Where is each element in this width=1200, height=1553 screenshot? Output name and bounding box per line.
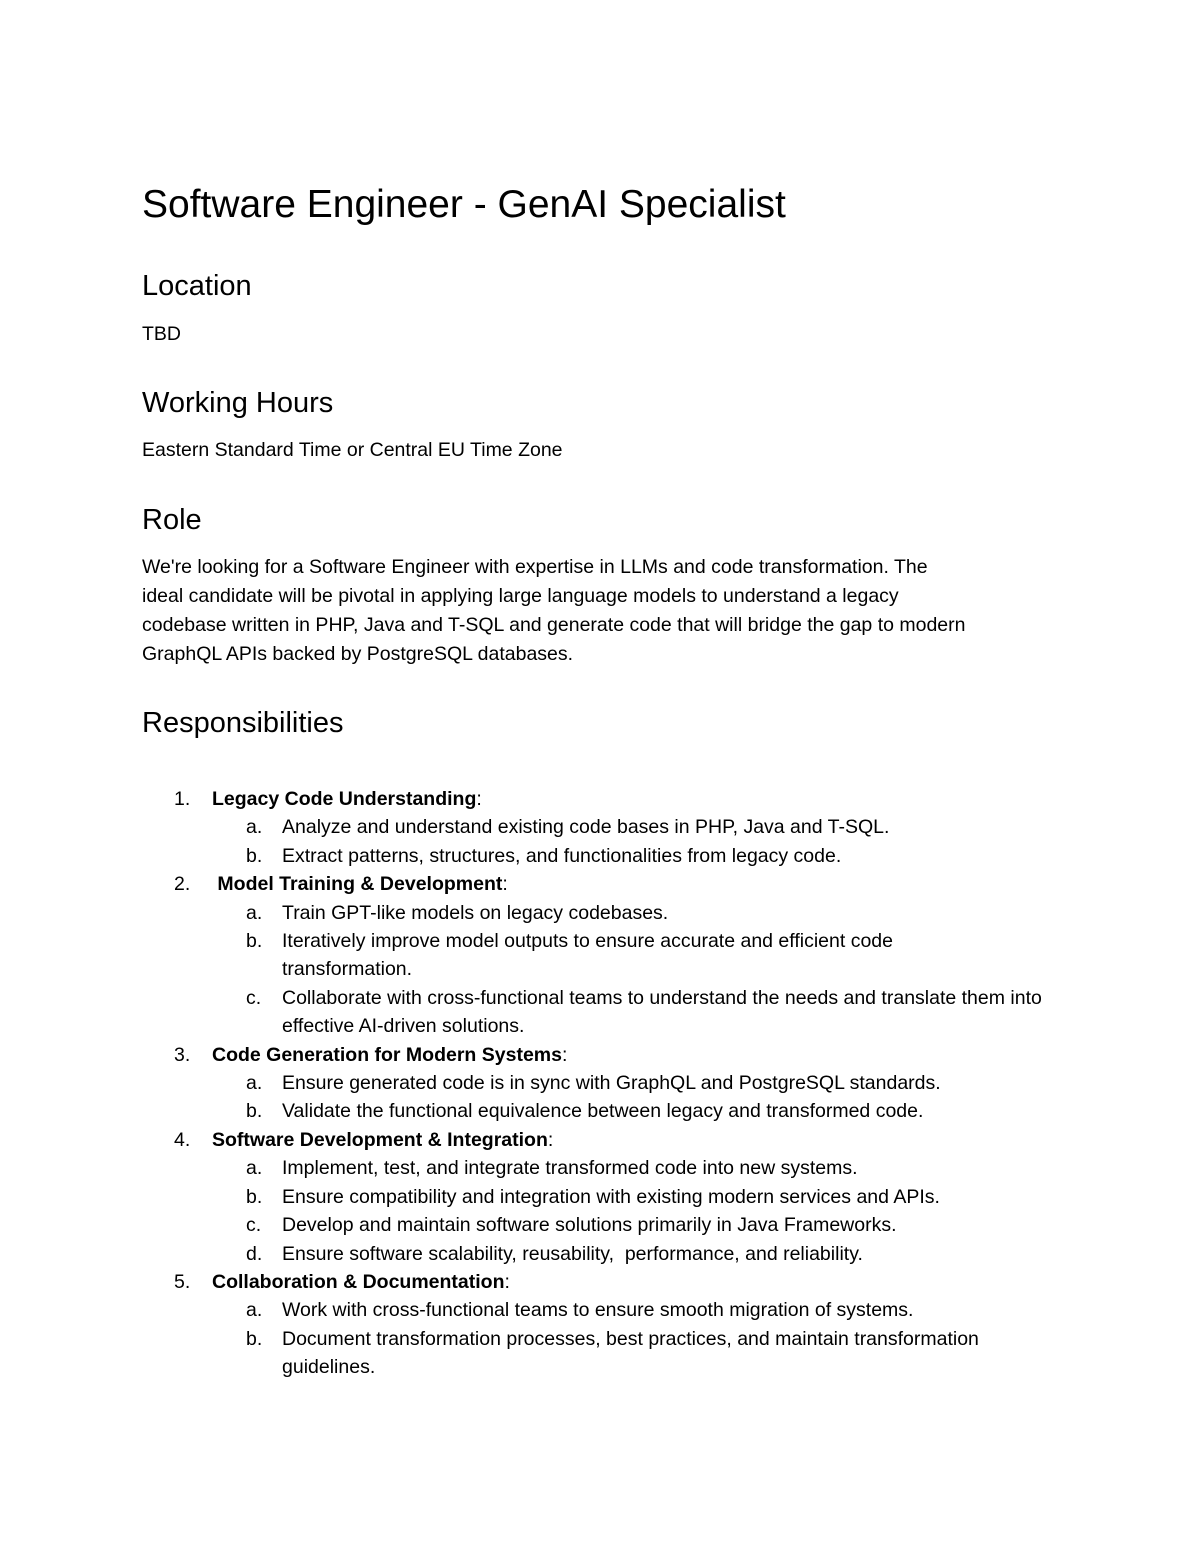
document-title: Software Engineer - GenAI Specialist: [142, 183, 786, 226]
sub-letter: b.: [246, 1327, 263, 1350]
list-item: [142, 1126, 1062, 1154]
list-item-title: Legacy Code Understanding: [212, 788, 477, 810]
list-item: [142, 870, 1062, 898]
list-item-title: Software Development & Integration: [212, 1128, 548, 1151]
sub-letter: b.: [246, 930, 263, 953]
responsibilities-list: [142, 785, 1062, 1382]
sub-text: Develop and maintain software solutions primarily in Java Frameworks.: [282, 1214, 897, 1237]
working-hours-text: Eastern Standard Time or Central EU Time Zone: [142, 439, 563, 461]
sub-letter: c.: [246, 986, 262, 1009]
sub-list-item: [142, 1183, 1062, 1211]
list-item: [142, 1268, 1062, 1296]
sub-letter: a.: [246, 1072, 263, 1095]
sub-text: Ensure compatibility and integration with existing modern services and APIs.: [282, 1185, 940, 1208]
role-line: GraphQL APIs backed by PostgreSQL databases.: [142, 643, 574, 665]
list-item-title: Model Training & Development: [212, 873, 503, 896]
location-heading: Location: [142, 270, 252, 302]
sub-list-item: [142, 1296, 1062, 1324]
list-item: [142, 1041, 1062, 1069]
list-number: 5.: [174, 1270, 191, 1293]
sub-text: Analyze and understand existing code bases in PHP, Java and T-SQL.: [282, 816, 890, 839]
role-line: codebase written in PHP, Java and T-SQL and generate code that will bridge the gap to modern: [142, 614, 966, 636]
sub-letter: b.: [246, 1185, 263, 1208]
sub-list-item: [142, 1325, 1062, 1382]
sub-list-item: [142, 1069, 1062, 1097]
sub-list-item: [142, 984, 1062, 1041]
working-hours-heading: Working Hours: [142, 387, 334, 419]
sub-letter: b.: [246, 1100, 263, 1123]
role-paragraph: [142, 553, 1057, 669]
list-item-suffix: :: [561, 1043, 568, 1066]
sub-letter: a.: [246, 1157, 263, 1180]
list-item: [142, 785, 1062, 813]
sub-letter: a.: [246, 901, 263, 924]
list-item-suffix: :: [502, 873, 508, 896]
sub-text: Document transformation processes, best practices, and maintain transformation guidelines.: [282, 1327, 979, 1379]
list-item-suffix: :: [504, 1270, 510, 1293]
sub-list-item: [142, 1097, 1062, 1125]
sub-text: Validate the functional equivalence between legacy and transformed code.: [282, 1100, 924, 1123]
sub-text: Implement, test, and integrate transformed code into new systems.: [282, 1157, 858, 1180]
role-line: We're looking for a Software Engineer with expertise in LLMs and code transformation. The: [142, 556, 928, 578]
sub-list-item: [142, 813, 1062, 841]
list-item-suffix: :: [547, 1128, 554, 1151]
sub-text: Work with cross-functional teams to ensure smooth migration of systems.: [282, 1299, 914, 1322]
sub-text: Collaborate with cross-functional teams to understand the needs and translate them into effective AI-driven solutions.: [282, 986, 1042, 1038]
sub-list-item: [142, 899, 1062, 927]
sub-letter: d.: [246, 1242, 263, 1265]
list-item-title: Code Generation for Modern Systems: [212, 1043, 562, 1066]
list-item-title: Collaboration & Documentation: [212, 1270, 505, 1293]
location-text: TBD: [142, 323, 181, 345]
list-number: 2.: [174, 873, 191, 896]
sub-letter: a.: [246, 1299, 263, 1322]
sub-text: Ensure generated code is in sync with GraphQL and PostgreSQL standards.: [282, 1072, 941, 1095]
list-item-suffix: :: [476, 788, 482, 810]
list-number: 1.: [174, 788, 191, 810]
sub-list-item: [142, 927, 1062, 984]
sub-list-item: [142, 1154, 1062, 1182]
list-number: 4.: [174, 1128, 191, 1151]
sub-text: Train GPT-like models on legacy codebases.: [282, 901, 669, 924]
sub-letter: b.: [246, 844, 263, 867]
sub-list-item: [142, 1240, 1062, 1268]
sub-letter: a.: [246, 816, 263, 839]
sub-text: Ensure software scalability, reusability, performance, and reliability.: [282, 1242, 863, 1265]
role-line: ideal candidate will be pivotal in applying large language models to understand a legacy: [142, 585, 899, 607]
role-heading: Role: [142, 504, 202, 536]
sub-list-item: [142, 1211, 1062, 1239]
list-number: 3.: [174, 1043, 191, 1066]
responsibilities-heading: Responsibilities: [142, 707, 344, 739]
sub-list-item: [142, 842, 1062, 870]
sub-text: Iteratively improve model outputs to ensure accurate and efficient code transformation.: [282, 930, 893, 981]
sub-text: Extract patterns, structures, and functionalities from legacy code.: [282, 844, 842, 867]
sub-letter: c.: [246, 1214, 262, 1237]
